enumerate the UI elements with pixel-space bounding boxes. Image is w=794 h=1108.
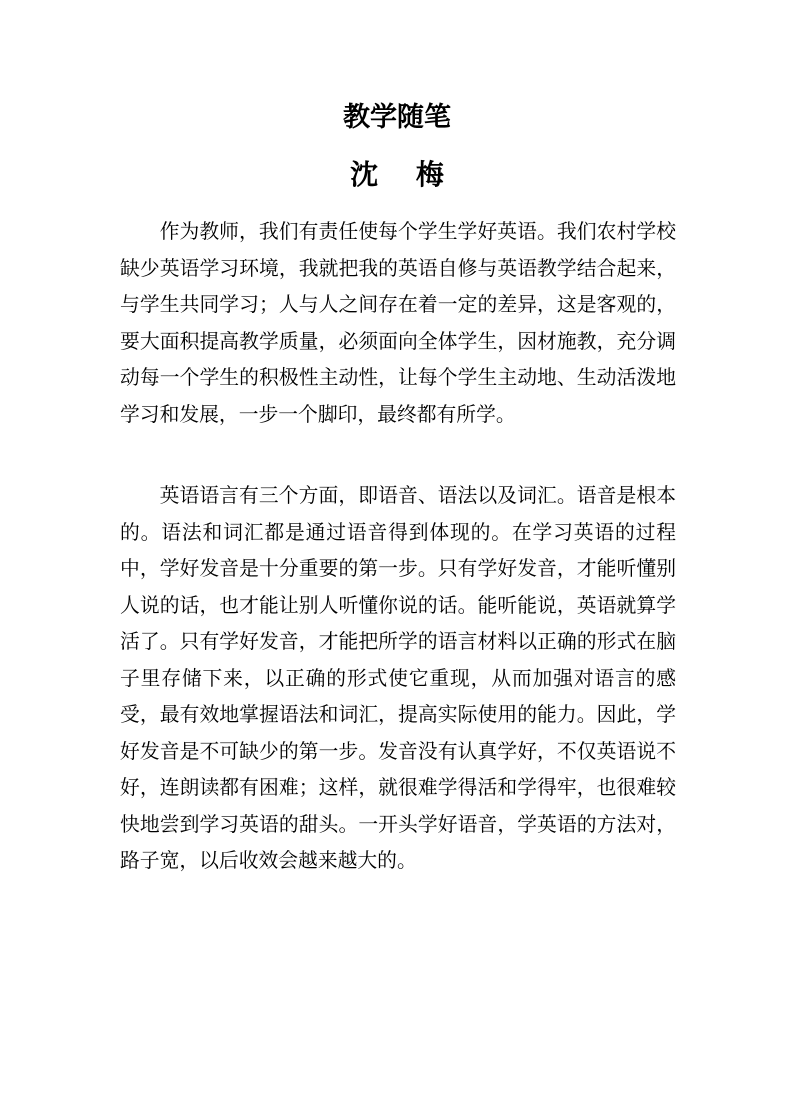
document-title: 教学随笔 bbox=[343, 102, 451, 133]
paragraph-1: 作为教师，我们有责任使每个学生学好英语。我们农村学校缺少英语学习环境，我就把我的英语自修与英语教学结合起来，与学生共同学习；人与人之间存在着一定的差异，这是客观的，要大面积提高教学质量，必须面向全体学生，因材施教，充分调动每一个学生的积极性主动性，让每个学生主动地、生动活泼地学习和发展，一步一个脚印，最终都有所学。 bbox=[120, 220, 676, 426]
author-name: 沈 梅 bbox=[350, 158, 458, 191]
paragraph-2: 英语语言有三个方面，即语音、语法以及词汇。语音是根本的。语法和词汇都是通过语音得到体现的。在学习英语的过程中，学好发音是十分重要的第一步。只有学好发音，才能听懂别人说的话，也才能让别人听懂你说的话。能听能说，英语就算学活了。只有学好发音，才能把所学的语言材料以正确的形式在脑子里存储下来，以正确的形式使它重现，从而加强对语言的感受，最有效地掌握语法和词汇，提高实际使用的能力。因此，学好发音是不可缺少的第一步。发音没有认真学好，不仅英语说不好，连朗读都有困难；这样，就很难学得活和学得牢，也很难较快地尝到学习英语的甜头。一开头学好语音，学英语的方法对，路子宽，以后收效会越来越大的。 bbox=[120, 484, 676, 872]
